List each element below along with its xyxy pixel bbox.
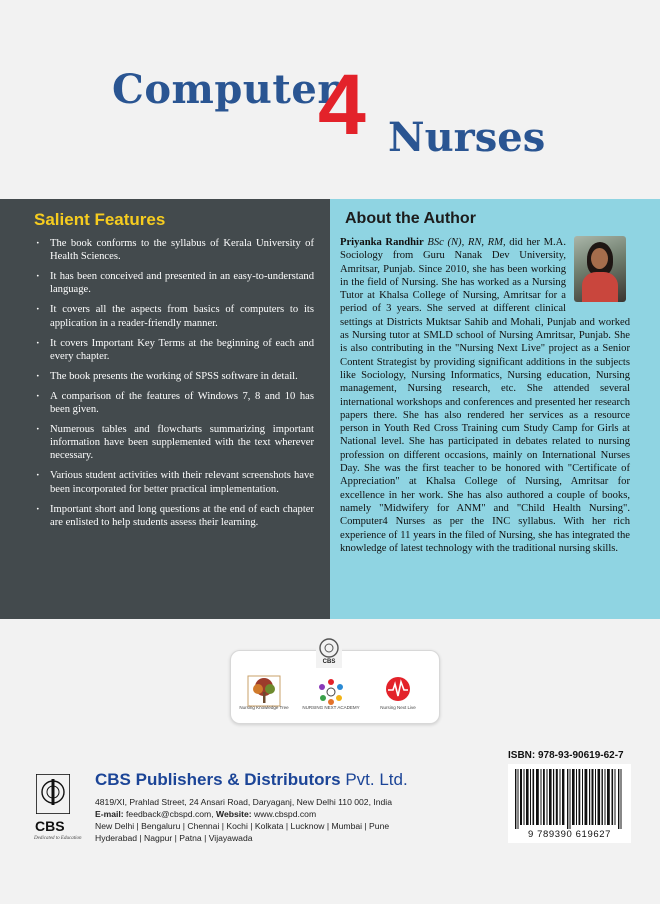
cbs-small-logo-text: CBS — [322, 659, 336, 665]
book-title — [0, 0, 660, 200]
people-logo-label: NURSING NEXT ACADEMY — [302, 705, 360, 710]
about-author-heading: About the Author — [345, 210, 476, 227]
salient-features-heading: Salient Features — [34, 210, 166, 229]
tree-logo-label: Nursing Knowledge Tree — [239, 705, 289, 710]
features-list — [36, 237, 314, 536]
feature-item: · It covers all the aspects from basics of computers to its application in a reader-friendly manner. — [36, 303, 314, 330]
cbs-publisher-logo-icon — [36, 774, 70, 814]
title-four: 4 — [318, 57, 366, 153]
feature-item: · The book presents the working of SPSS software in detail. — [36, 370, 314, 383]
publisher-cities-2: Hyderabad | Nagpur | Patna | Vijayawada — [95, 833, 253, 843]
author-bio — [340, 236, 630, 555]
barcode-number: 9 789390 619627 — [528, 829, 611, 840]
feature-item: · It covers Important Key Terms at the beginning of each and every chapter. — [36, 337, 314, 364]
feature-item: · It has been conceived and presented in an easy-to-understand language. — [36, 270, 314, 297]
feature-item: · Numerous tables and flowcharts summarizing important information have been supplemented with the text wherever necessary. — [36, 423, 314, 463]
publisher-logo-tagline: Dedicated to Education — [34, 836, 82, 841]
publisher-details — [95, 796, 392, 844]
publisher-logo-text: CBS — [35, 818, 65, 834]
publisher-contact: E-mail: feedback@cbspd.com, Website: www.cbspd.com — [95, 809, 317, 819]
publisher-address: 4819/XI, Prahlad Street, 24 Ansari Road, Daryaganj, New Delhi 110 002, India — [95, 797, 392, 807]
author-bio-text: did her M.A. Sociology from Guru Nanak Dev University, Amritsar, Punjab. Since 2010, she has been working in the field of Nursing. She has worked as a Nursing Tutor at Khalsa College of Nursing, Amritsar for a period of 3 years. She served at different clinical settings at Districts Muktsar Sahib and Mohali, Punjab and worked as Nursing tutor at SMLD school of Nursing Amritsar, Punjab. She is also contributing in the "Nursing Next Live" project as a Senior Content Strategist by providing significant additions in the subjects like Sociology, Nursing Informatics, Nursing education, Nursing management, Nursing research, etc. She attended several international workshops and conferences and presented her research papers there. She has also rendered her services as a resource person in Youth Red Cross Training cum Study Camp for Girls at National level. She has participated in debates related to nursing profession on different occasions, mainly on International Nurses Day. She was the first teacher to be honored with "Certificate of Appreciation" at Khalsa College of Nursing, Amritsar for excellence in her work. She has also authored a couple of books, namely "Midwifery for ANM" and "Child Health Nursing". Computer4 Nurses as per the INC syllabus. With her rich experience of 11 years in the filed of Nursing, she has integrated the knowledge of latest technology with the traditional nursing skills. — [340, 237, 630, 554]
feature-item: · A comparison of the features of Windows 7, 8 and 10 has been given. — [36, 390, 314, 417]
feature-item: · The book conforms to the syllabus of Kerala University of Health Sciences. — [36, 237, 314, 264]
feature-item: · Various student activities with their relevant screenshots have been incorporated for better practical implementation. — [36, 469, 314, 496]
publisher-name: CBS Publishers & Distributors Pvt. Ltd. — [95, 770, 408, 789]
isbn-label: ISBN: 978-93-90619-62-7 — [508, 750, 624, 761]
title-nurses: Nurses — [388, 114, 546, 161]
feature-item: · Important short and long questions at the end of each chapter are enlisted to help students assess their learning. — [36, 503, 314, 530]
author-name: Priyanka Randhir — [340, 237, 424, 248]
nursing-next-live-label: Nursing Next Live — [380, 705, 416, 710]
author-credentials: BSc (N), RN, RM, — [427, 237, 506, 248]
title-computer: Computer — [112, 66, 339, 113]
publisher-cities-1: New Delhi | Bengaluru | Chennai | Kochi | Kolkata | Lucknow | Mumbai | Pune — [95, 821, 390, 831]
